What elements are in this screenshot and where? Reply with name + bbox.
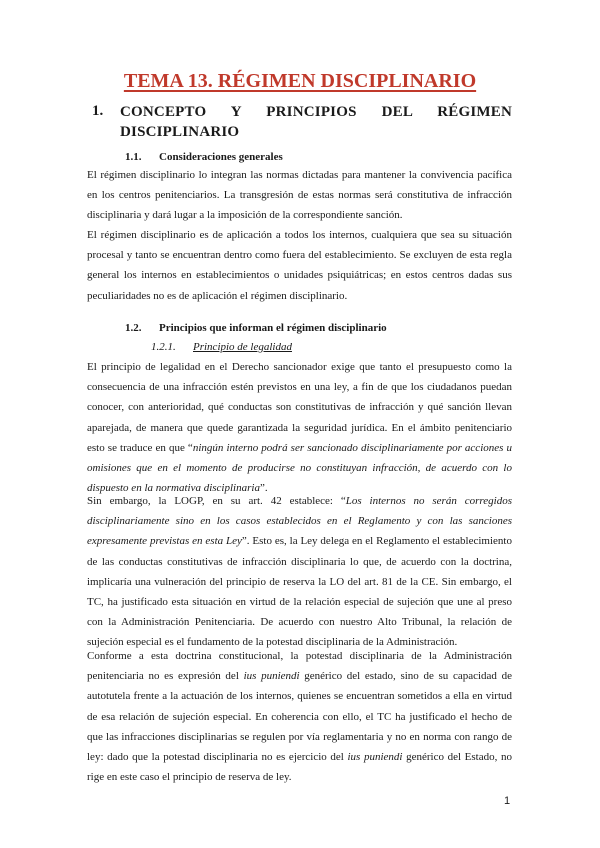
section-1-2-number: 1.2. [125,322,142,334]
paragraph-3 [87,357,512,498]
paragraph-3-end: ”. [259,482,268,495]
section-1-title-line1: CONCEPTO Y PRINCIPIOS DEL RÉGIMEN [120,104,512,120]
paragraph-4-quote: Los internos no serán corregidos disciplinariamente sino en los casos establecidos en el Reglamento y con las sanciones expresamente previstas en esta Ley [87,495,512,548]
ius-puniendi-term-1: ius puniendi [243,670,300,683]
paragraph-2: El régimen disciplinario es de aplicación a todos los internos, cualquiera que sea su situación procesal y tanto se encuentran dentro como fuera del establecimiento. Se excluyen de esta regla general los internos en establecimientos o unidades psiquiátricas; en estos centros dadas sus peculiaridades no es de aplicación el régimen disciplinario. [87,229,512,302]
section-1-2-1-heading [151,341,292,353]
document-title: TEMA 13. RÉGIMEN DISCIPLINARIO [123,70,477,92]
section-1-1-number: 1.1. [125,151,142,163]
section-1-title-line2: DISCIPLINARIO [120,124,240,140]
paragraph-5-b: genérico del estado, sino de su capacidad de autotutela frente a la actuación de los internos, quienes se encuentran sometidos a ella en virtud de esa relación de sujeción especial. En coherencia con ello, el TC ha justificado el hecho de que las infracciones disciplinarias se regulen por vía reglamentaria y no en norma con rango de ley: dado que la potestad disciplinaria no es ejercicio del [87,670,512,764]
section-1-1-title: Consideraciones generales [159,151,283,163]
page-number: 1 [504,795,511,807]
paragraph-4-end: ”. Esto es, la Ley delega en el Reglamento el establecimiento de las conductas constitutivas de infracción disciplinaria lo que, de acuerdo con la doctrina, implicaría una vulneración del principio de reserva la LO del art. 81 de la CE. Sin embargo, el TC, ha justificado esta situación en virtud de la relación especial de sujeción que une al preso con la Administración Penitenciaria. De acuerdo con nuestro Alto Tribunal, la relación de sujeción especial es el fundamento de la potestad disciplinaria de la Administración. [87,535,512,649]
paragraph-4-start: Sin embargo, la LOGP, en su art. 42 establece: “ [87,495,346,507]
paragraph-1: El régimen disciplinario lo integran las normas dictadas para mantener la convivencia pacífica en los centros penitenciarios. La transgresión de estas normas será constitutiva de infracción disciplinaria y dará lugar a la imposición de la correspondiente sanción. [87,169,512,222]
paragraph-5-a: Conforme a esta doctrina constitucional, la potestad disciplinaria de la Administración penitenciaria no es expresión del [87,650,512,683]
paragraph-4 [87,491,512,653]
section-1-1-heading [125,151,283,163]
section-1-2-1-title: Principio de legalidad [193,341,292,353]
section-1-2-1-number: 1.2.1. [151,341,176,353]
paragraph-3-text: El principio de legalidad en el Derecho sancionador exige que tanto el presupuesto como la consecuencia de una infracción estén previstos en una ley, a fin de que los ciudadanos puedan conocer, con anterioridad, qué conductas son constitutivas de infracción y qué sanción llevan aparejada, de manera que quede garantizada la seguridad jurídica. En el ámbito penitenciario esto se traduce en que “ [87,361,512,454]
section-1-2-title: Principios que informan el régimen disciplinario [159,322,387,334]
section-1-number: 1. [92,103,104,119]
paragraph-5-c: genérico del Estado, no rige en este caso el principio de reserva de ley. [87,751,512,784]
ius-puniendi-term-2: ius puniendi [347,751,403,764]
section-1-2-heading [125,322,387,334]
paragraph-3-quote: ningún interno podrá ser sancionado disciplinariamente por acciones u omisiones que en el momento de producirse no constituyan infracción, de acuerdo con lo dispuesto en la normativa disciplinaria [87,441,512,495]
paragraph-5 [87,646,512,787]
